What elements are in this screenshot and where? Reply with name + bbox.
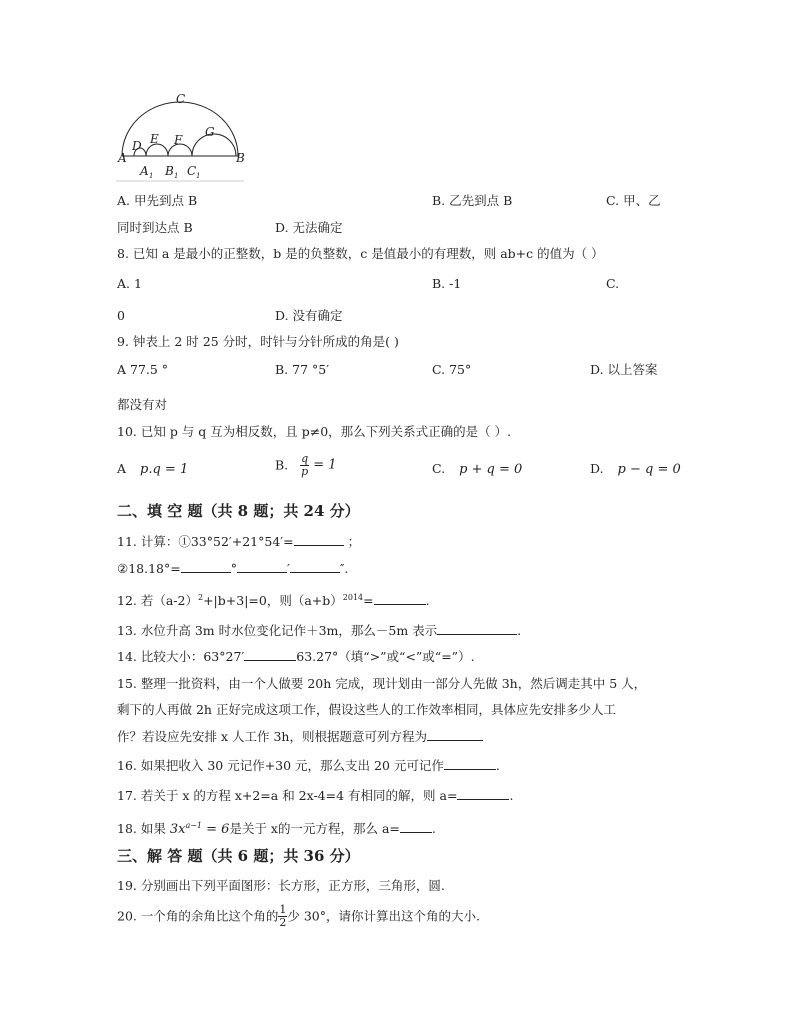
q18-blank[interactable] bbox=[400, 820, 432, 833]
q10-stem: 10. 已知 p 与 q 互为相反数，且 p≠0，那么下列关系式正确的是（ ）. bbox=[117, 424, 512, 439]
q8-option-b: B. -1 bbox=[432, 276, 462, 291]
q11-line1-text: 11. 计算：①33°52′+21°54′= bbox=[117, 534, 294, 549]
q16-text: 16. 如果把收入 30 元记作+30 元，那么支出 20 元可记作 bbox=[117, 758, 444, 773]
label-b: B bbox=[236, 151, 245, 165]
q17-blank[interactable] bbox=[457, 787, 509, 800]
q11-degree-mark: ° bbox=[230, 561, 237, 576]
label-a1-sub: 1 bbox=[149, 172, 154, 180]
q10-option-b-fraction bbox=[300, 453, 309, 478]
q10-option-c-label: C. bbox=[432, 461, 446, 476]
q16-end: . bbox=[495, 758, 500, 773]
q7-option-c-cont: 同时到达点 B bbox=[117, 220, 193, 235]
q8-option-d: D. 没有确定 bbox=[275, 308, 343, 323]
q9-option-a: A 77.5 ° bbox=[117, 362, 169, 377]
q11-blank-seconds[interactable] bbox=[290, 560, 340, 573]
q10-option-c bbox=[432, 461, 522, 478]
q8-option-c-value: 0 bbox=[117, 308, 125, 323]
q9-option-d-cont: 都没有对 bbox=[117, 397, 168, 412]
q12-text-d: . bbox=[425, 593, 430, 609]
q18-exponent: a−1 bbox=[185, 821, 203, 830]
label-c1-sub: 1 bbox=[196, 172, 201, 180]
q18-line bbox=[117, 818, 436, 838]
q20-text-b: 少 30°，请你计算出这个角的大小. bbox=[287, 908, 480, 924]
semicircle-figure bbox=[112, 88, 252, 184]
q11-line1 bbox=[117, 533, 360, 550]
q15-line2: 剩下的人再做 2h 正好完成这项工作，假设这些人的工作效率相同，具体应先安排多少人工 bbox=[117, 702, 616, 717]
q13-end: . bbox=[517, 623, 522, 638]
q15-line3-text: 作？若设应先安排 x 人工作 3h，则根据题意可列方程为 bbox=[117, 729, 427, 744]
q10-option-a-expr: p.q = 1 bbox=[140, 462, 189, 477]
q18-coefficient: 3x bbox=[169, 822, 186, 838]
q14-text-b: 63.27°（填“>”或“<”或“=”）. bbox=[296, 649, 475, 664]
q11-line2-text: ②18.18°= bbox=[117, 561, 181, 576]
q10-option-b bbox=[275, 453, 336, 478]
q20-text-a: 20. 一个角的余角比这个角的 bbox=[117, 908, 279, 924]
q18-text-b: 是关于 x的一元方程，那么 a= bbox=[229, 821, 400, 837]
label-g: G bbox=[205, 125, 215, 139]
q12-text-b: +|b+3|=0，则（a+b） bbox=[203, 593, 343, 609]
q10-option-d bbox=[590, 461, 681, 478]
q11-blank-minutes[interactable] bbox=[237, 560, 287, 573]
label-b1: B bbox=[165, 164, 174, 178]
q18-end: . bbox=[431, 821, 436, 837]
q10-option-b-numerator: q bbox=[301, 452, 309, 465]
label-a: A bbox=[118, 151, 127, 165]
q13-blank[interactable] bbox=[437, 622, 517, 635]
q17-line bbox=[117, 787, 513, 804]
q20-denominator: 2 bbox=[279, 916, 287, 929]
q10-option-a-label: A bbox=[117, 461, 127, 476]
label-c1: C bbox=[187, 164, 197, 178]
q13-text: 13. 水位升高 3m 时水位变化记作＋3m，那么－5m 表示 bbox=[117, 623, 438, 638]
q10-option-a bbox=[117, 461, 188, 478]
q8-option-a: A. 1 bbox=[117, 276, 142, 291]
q11-blank-degrees[interactable] bbox=[181, 560, 231, 573]
q8-option-c: C. bbox=[606, 276, 620, 291]
q11-line1-end: ； bbox=[347, 534, 361, 549]
q11-minute-mark: ′ bbox=[286, 561, 290, 576]
q15-blank[interactable] bbox=[427, 728, 483, 741]
q7-option-d: D. 无法确定 bbox=[275, 220, 343, 235]
label-a1: A bbox=[140, 164, 149, 178]
q10-option-b-label: B. bbox=[275, 457, 289, 473]
label-e: E bbox=[150, 132, 159, 146]
label-b1-sub: 1 bbox=[174, 172, 179, 180]
q11-second-mark: ″. bbox=[339, 561, 349, 576]
q11-blank-1[interactable] bbox=[294, 533, 344, 546]
q12-exponent-2014: 2014 bbox=[342, 593, 364, 602]
q20-fraction bbox=[278, 904, 287, 929]
q10-option-b-rhs: = 1 bbox=[313, 457, 337, 473]
q14-text-a: 14. 比较大小：63°27′ bbox=[117, 649, 245, 664]
label-c: C bbox=[176, 92, 186, 106]
section-2-title: 二、填 空 题（共 8 题；共 24 分） bbox=[117, 502, 360, 520]
label-d: D bbox=[132, 139, 142, 153]
q9-option-b: B. 77 °5′ bbox=[275, 362, 330, 377]
q17-end: . bbox=[509, 788, 514, 803]
label-f: F bbox=[174, 133, 183, 147]
q17-text: 17. 若关于 x 的方程 x+2=a 和 2x-4=4 有相同的解，则 a= bbox=[117, 788, 458, 803]
q18-rhs: = 6 bbox=[202, 822, 230, 838]
q12-exponent-2: 2 bbox=[197, 593, 204, 602]
q18-text-a: 18. 如果 bbox=[117, 821, 166, 837]
q12-blank[interactable] bbox=[374, 592, 426, 605]
q15-line3 bbox=[117, 728, 483, 745]
q19-line: 19. 分别画出下列平面图形：长方形，正方形，三角形，圆. bbox=[117, 878, 445, 893]
q9-option-d: D. 以上答案 bbox=[590, 362, 658, 377]
q10-option-c-expr: p + q = 0 bbox=[459, 462, 523, 477]
q15-line1: 15. 整理一批资料，由一个人做要 20h 完成，现计划由一部分人先做 3h，然后调走其中 5 人， bbox=[117, 676, 647, 691]
q13-line bbox=[117, 622, 521, 639]
q16-blank[interactable] bbox=[444, 757, 496, 770]
q12-text-a: 12. 若（a-2） bbox=[117, 593, 198, 609]
q14-line bbox=[117, 648, 475, 665]
q12-line bbox=[117, 590, 430, 609]
q7-option-c: C. 甲、乙 bbox=[606, 193, 661, 208]
q10-option-b-denominator: p bbox=[301, 465, 309, 478]
q20-numerator: 1 bbox=[279, 903, 287, 916]
q7-option-a: A. 甲先到点 B bbox=[117, 193, 198, 208]
q16-line bbox=[117, 757, 500, 774]
q7-option-b: B. 乙先到点 B bbox=[432, 193, 513, 208]
q10-option-d-label: D. bbox=[590, 461, 604, 476]
q12-text-c: = bbox=[363, 593, 374, 609]
q14-blank[interactable] bbox=[244, 648, 296, 661]
q9-stem: 9. 钟表上 2 时 25 分时，时针与分针所成的角是( ) bbox=[117, 334, 399, 349]
q10-option-d-expr: p − q = 0 bbox=[617, 462, 681, 477]
section-3-title: 三、解 答 题（共 6 题；共 36 分） bbox=[117, 847, 360, 865]
q11-line2 bbox=[117, 560, 348, 577]
q9-option-c: C. 75° bbox=[432, 362, 472, 377]
q8-stem: 8. 已知 a 是最小的正整数，b 是的负整数，c 是值最小的有理数，则 ab+c 的值为（ ） bbox=[117, 246, 604, 261]
q20-line bbox=[117, 904, 480, 929]
